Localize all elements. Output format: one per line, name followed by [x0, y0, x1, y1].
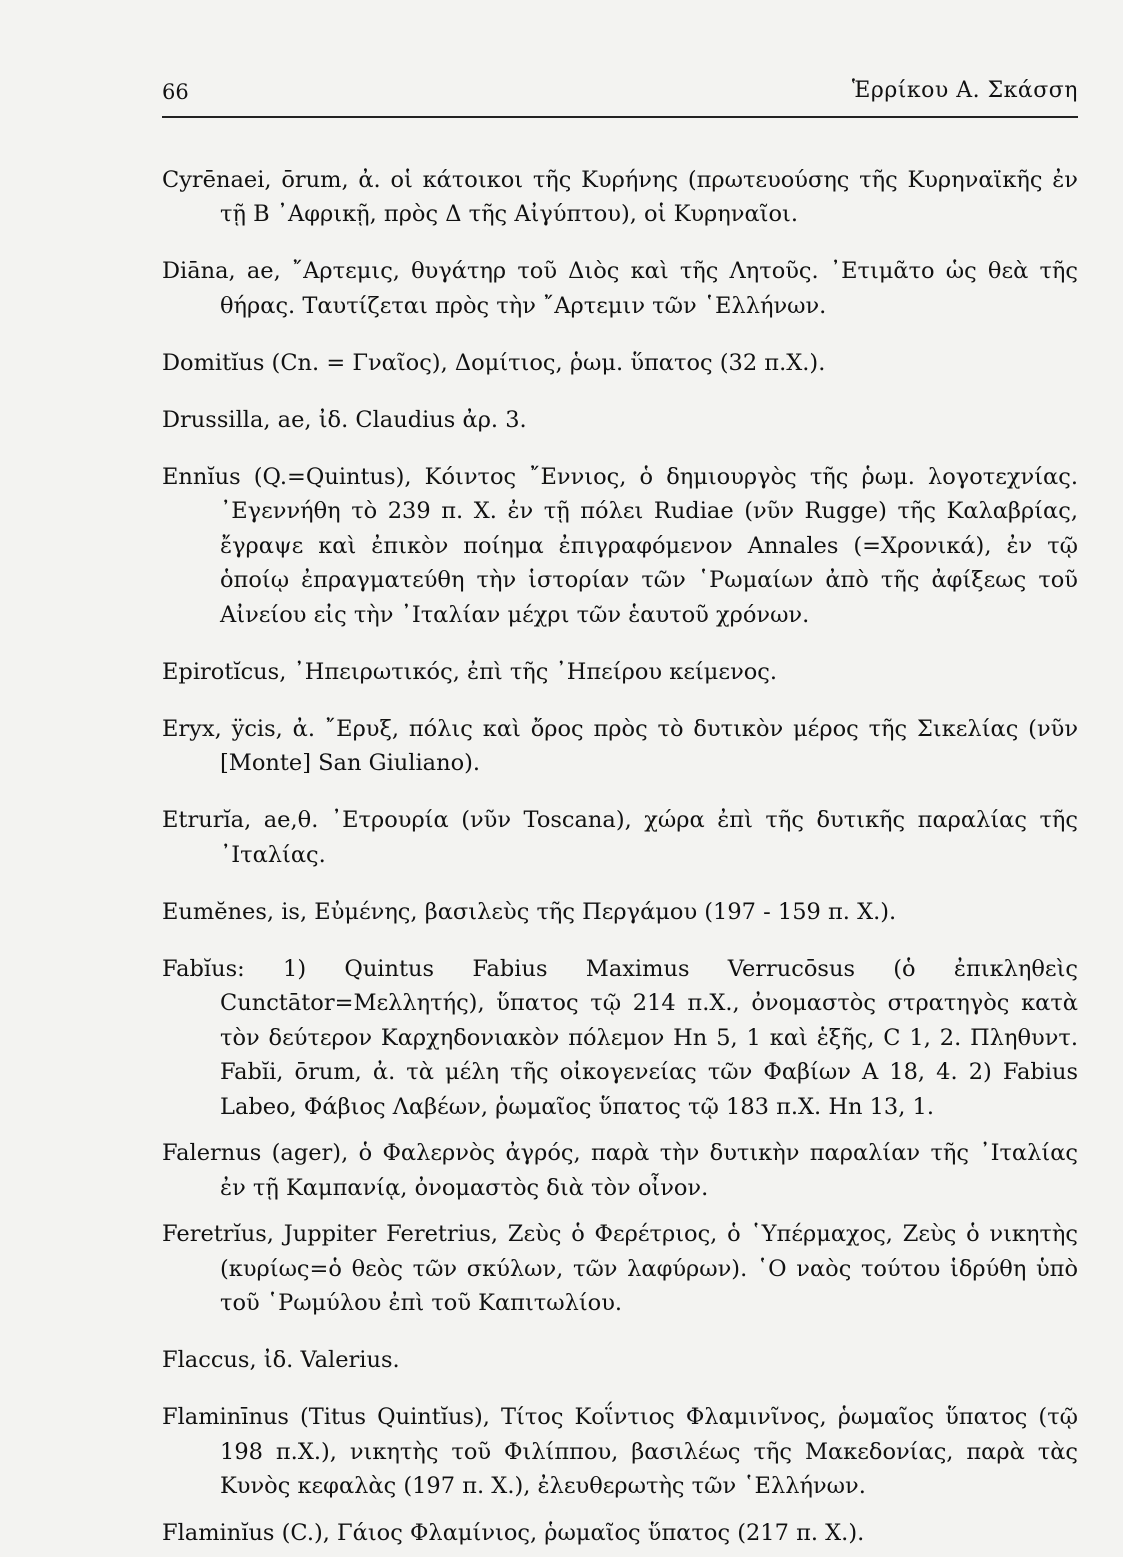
entry-flaccus: Flaccus, ἰδ. Valerius. [162, 1347, 400, 1373]
entry-feretrius: Feretrĭus, Juppiter Feretrius, Ζεὺς ὁ Φερέτριος, ὁ ῾Υπέρμαχος, Ζεὺς ὁ νικητὴς (κυρίως=ὁ θεὸς τῶν σκύλων, τῶν λαφύρων). ῾Ο ναὸς τούτου ἱδρύθη ὑπὸ τοῦ ῾Ρωμύλου ἐπὶ τοῦ Καπιτωλίου. [162, 1221, 1078, 1316]
entry-domitius: Domitĭus (Cn. = Γναῖος), Δομίτιος, ῥωμ. ὕπατος (32 π.Χ.). [162, 349, 826, 376]
entry-flamininus: Flaminīnus (Titus Quintĭus), Τίτος Κοΐντιος Φλαμινῖνος, ῥωμαῖος ὕπατος (τῷ 198 π.Χ.), νικητὴς τοῦ Φιλίππου, βασιλέως τῆς Μακεδονίας, παρὰ τὰς Κυνὸς κεφαλὰς (197 π. Χ.), ἐλευθερωτὴς τῶν ῾Ελλήνων. [162, 1404, 1078, 1499]
entry-diana: Diāna, ae, ῎Αρτεμις, θυγάτηρ τοῦ Διὸς καὶ τῆς Λητοῦς. ᾿Ετιμᾶτο ὡς θεὰ τῆς θήρας. Ταυτίζεται πρὸς τὴν ῎Αρτεμιν τῶν ῾Ελλήνων. [162, 258, 1078, 319]
entry-ennius: Ennĭus (Q.=Quintus), Κόιντος ῎Εννιος, ὁ δημιουργὸς τῆς ῥωμ. λογοτεχνίας. ᾿Εγεννήθη τὸ 239 π. Χ. ἐν τῇ πόλει Rudiae (νῦν Rugge) τῆς Καλαβρίας, ἔγραψε καὶ ἐπικὸν ποίημα ἐπιγραφόμενον Annales (=Χρονικά), ἐν τῷ ὁποίῳ ἐπραγματεύθη τὴν ἱστορίαν τῶν ῾Ρωμαίων ἀπὸ τῆς ἀφίξεως τοῦ Αἰνείου εἰς τὴν ᾿Ιταλίαν μέχρι τῶν ἑαυτοῦ χρόνων. [162, 463, 1078, 628]
entry-eumenes: Eumĕnes, is, Εὐμένης, βασιλεὺς τῆς Περγάμου (197 - 159 π. Χ.). [162, 898, 897, 925]
page-header [162, 72, 1078, 118]
entry-flaminius: Flaminĭus (C.), Γάιος Φλαμίνιος, ῥωμαῖος ὕπατος (217 π. Χ.). [162, 1519, 865, 1546]
entry-cyrenaei: Cyrēnaei, ōrum, ἀ. οἱ κάτοικοι τῆς Κυρήνης (πρωτευούσης τῆς Κυρηναϊκῆς ἐν τῇ Β ᾿Αφρικῇ, πρὸς Δ τῆς Αἰγύπτου), οἱ Κυρηναῖοι. [162, 166, 1078, 227]
entry-falernus: Falernus (ager), ὁ Φαλερνὸς ἀγρός, παρὰ τὴν δυτικὴν παραλίαν τῆς ᾿Ιταλίας ἐν τῇ Καμπανίᾳ, ὀνομαστὸς διὰ τὸν οἶνον. [162, 1140, 1078, 1201]
entry-etruria: Etrurĭa, ae,θ. ᾿Ετρουρία (νῦν Toscana), χώρα ἐπὶ τῆς δυτικῆς παραλίας τῆς ᾿Ιταλίας. [162, 807, 1078, 868]
entry-epiroticus: Epirotĭcus, ᾿Ηπειρωτικός, ἐπὶ τῆς ᾿Ηπείρου κείμενος. [162, 658, 778, 685]
running-head: Ἑρρίκου Α. Σκάσση [851, 78, 1078, 103]
entry-fabius: Fabĭus: 1) Quintus Fabius Maximus Verrucōsus (ὁ ἐπικληθεὶς Cunctātor=Μελλητής), ὕπατος τῷ 214 π.Χ., ὀνομαστὸς στρατηγὸς κατὰ τὸν δεύτερον Καρχηδονιακὸν πόλεμον Hn 5, 1 καὶ ἑξῆς, C 1, 2. Πληθυντ. Fabĭi, ōrum, ἀ. τὰ μέλη τῆς οἰκογενείας τῶν Φαβίων A 18, 4. 2) Fabius Labeo, Φάβιος Λαβέων, ῥωμαῖος ὕπατος τῷ 183 π.Χ. Hn 13, 1. [162, 955, 1078, 1120]
entry-drussilla: Drussilla, ae, ἰδ. Claudius ἀρ. 3. [162, 406, 527, 433]
glossary-entries [162, 140, 1078, 1557]
entry-eryx: Eryx, ÿcis, ἀ. ῎Ερυξ, πόλις καὶ ὄρος πρὸς τὸ δυτικὸν μέρος τῆς Σικελίας (νῦν [Monte] San Giuliano). [162, 715, 1078, 776]
page-number: 66 [162, 80, 189, 104]
